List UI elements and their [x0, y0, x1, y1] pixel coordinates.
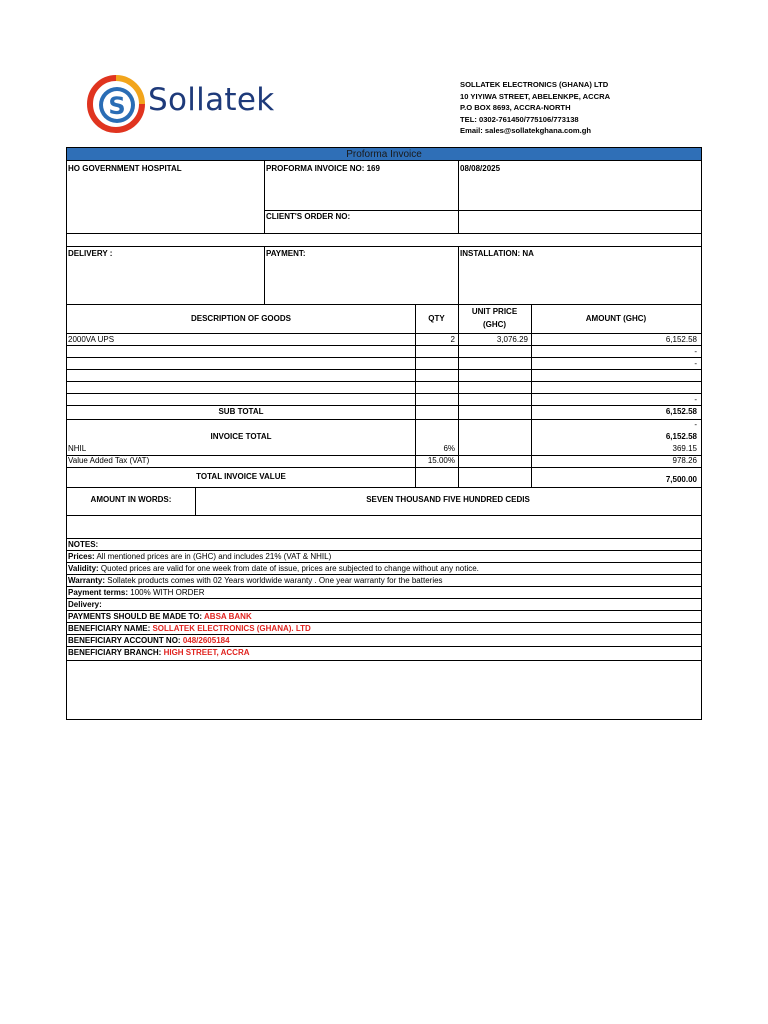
divider	[67, 622, 701, 623]
note-warranty-label: Warranty:	[68, 576, 106, 585]
logo-wordmark: Sollatek	[148, 82, 275, 118]
divider	[67, 660, 701, 661]
header-unit-price: UNIT PRICE	[471, 307, 518, 316]
beneficiary-name-label: BENEFICIARY NAME:	[68, 624, 153, 633]
row-qty: 2	[450, 335, 455, 344]
company-address-2: P.O BOX 8693, ACCRA-NORTH	[460, 103, 571, 113]
installation-label: INSTALLATION: NA	[460, 249, 534, 258]
divider	[264, 210, 701, 211]
divider	[67, 610, 701, 611]
company-tel: TEL: 0302-761450/775106/773138	[460, 114, 579, 124]
note-payment-terms	[68, 588, 205, 598]
amount-words: SEVEN THOUSAND FIVE HUNDRED CEDIS	[366, 495, 530, 504]
divider	[67, 634, 701, 635]
divider	[264, 161, 265, 234]
divider	[67, 357, 701, 358]
note-validity-text: Quoted prices are valid for one week from date of issue, prices are subjected to change without any notice.	[98, 564, 479, 573]
divider	[67, 246, 701, 247]
invoice-title-bar	[67, 148, 701, 161]
divider	[67, 233, 701, 234]
row-amount: 6,152.58	[665, 335, 697, 344]
divider	[67, 538, 701, 539]
table-row: 2000VA UPS	[68, 335, 115, 344]
sub-total-value: 6,152.58	[665, 407, 697, 416]
divider	[67, 646, 701, 647]
note-prices	[68, 552, 331, 562]
row-unit-price: 3,076.29	[496, 335, 528, 344]
account-label: BENEFICIARY ACCOUNT NO:	[68, 636, 183, 645]
divider	[458, 246, 459, 304]
header-description: DESCRIPTION OF GOODS	[190, 314, 291, 323]
row-amount: -	[694, 347, 697, 356]
note-prices-text: All mentioned prices are in (GHC) and includes 21% (VAT & NHIL)	[94, 552, 332, 561]
note-prices-label: Prices:	[68, 552, 95, 561]
payment-label: PAYMENT:	[266, 249, 306, 258]
divider	[67, 562, 701, 563]
divider	[67, 574, 701, 575]
note-payments-bank	[68, 612, 252, 622]
note-terms-text: 100% WITH ORDER	[128, 588, 205, 597]
divider	[67, 598, 701, 599]
amount-words-label: AMOUNT IN WORDS:	[90, 495, 172, 504]
note-terms-label: Payment terms:	[68, 588, 129, 597]
note-warranty	[68, 576, 443, 586]
delivery-label: DELIVERY :	[68, 249, 113, 258]
divider	[67, 369, 701, 370]
note-account	[68, 636, 230, 646]
divider	[67, 586, 701, 587]
client-name: HO GOVERNMENT HOSPITAL	[68, 164, 182, 173]
divider	[67, 405, 701, 406]
payments-label: PAYMENTS SHOULD BE MADE TO:	[68, 612, 205, 621]
beneficiary-name-value: SOLLATEK ELECTRONICS (GHANA). LTD	[152, 624, 311, 633]
invoice-total-value: 6,152.58	[665, 432, 697, 441]
branch-label: BENEFICIARY BRANCH:	[68, 648, 164, 657]
header-amount: AMOUNT (GHC)	[585, 314, 647, 323]
invoice-date: 08/08/2025	[460, 164, 501, 173]
note-warranty-text: Sollatek products comes with 02 Years worldwide waranty . One year warranty for the batteries	[105, 576, 443, 585]
total-dash: -	[694, 420, 697, 429]
divider	[67, 345, 701, 346]
divider	[67, 467, 701, 468]
total-value: 7,500.00	[665, 475, 697, 484]
divider	[67, 487, 701, 488]
row-amount: -	[694, 359, 697, 368]
nhil-rate: 6%	[443, 444, 455, 453]
header-unit-price-currency: (GHC)	[482, 320, 507, 329]
vat-rate: 15.00%	[427, 456, 455, 465]
note-branch	[68, 648, 250, 658]
note-delivery: Delivery:	[68, 600, 102, 609]
note-beneficiary-name	[68, 624, 311, 634]
divider	[458, 161, 459, 234]
invoice-title: Proforma Invoice	[346, 149, 422, 160]
notes-heading: NOTES:	[68, 540, 99, 549]
sub-total-label: SUB TOTAL	[218, 407, 264, 416]
vat-label: Value Added Tax (VAT)	[68, 456, 150, 465]
divider	[67, 381, 701, 382]
invoice-total-label: INVOICE TOTAL	[210, 432, 272, 441]
branch-value: HIGH STREET, ACCRA	[163, 648, 250, 657]
company-address-1: 10 YIYIWA STREET, ABELENKPE, ACCRA	[460, 91, 611, 101]
invoice-number: PROFORMA INVOICE NO: 169	[266, 164, 380, 173]
row-amount: -	[694, 395, 697, 404]
nhil-label: NHIL	[68, 444, 87, 453]
company-logo	[86, 74, 316, 134]
divider	[458, 443, 459, 487]
vat-amount: 978.26	[672, 456, 697, 465]
note-validity	[68, 564, 479, 574]
divider	[67, 550, 701, 551]
divider	[264, 246, 265, 304]
client-order-label: CLIENT'S ORDER NO:	[266, 212, 351, 221]
company-name: SOLLATEK ELECTRONICS (GHANA) LTD	[460, 80, 609, 89]
payments-value: ABSA BANK	[204, 612, 252, 621]
divider	[67, 393, 701, 394]
divider	[67, 515, 701, 516]
header-qty: QTY	[428, 314, 445, 323]
sollatek-logo-icon	[86, 74, 146, 136]
company-email: Email: sales@sollatekghana.com.gh	[460, 126, 592, 136]
svg-text:S: S	[108, 92, 126, 120]
total-value-label: TOTAL INVOICE VALUE	[196, 472, 286, 481]
nhil-amount: 369.15	[672, 444, 697, 453]
divider	[415, 304, 416, 443]
account-value: 048/2605184	[182, 636, 230, 645]
divider	[67, 333, 701, 334]
company-info	[460, 79, 610, 137]
note-validity-label: Validity:	[68, 564, 99, 573]
divider	[67, 304, 701, 305]
